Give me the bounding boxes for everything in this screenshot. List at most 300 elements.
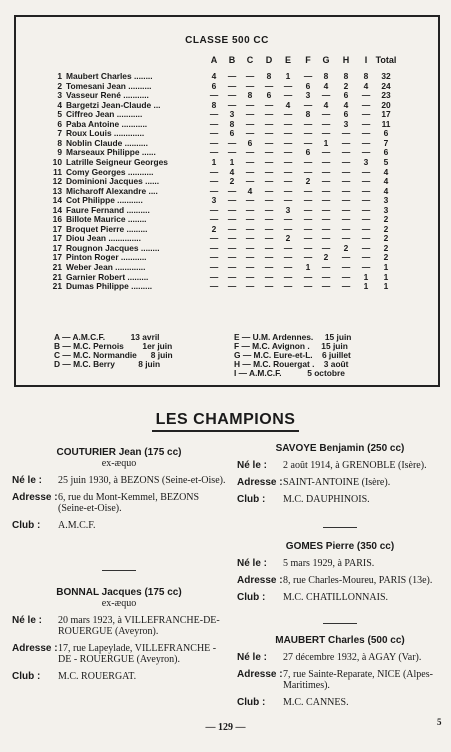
- row-cell: —: [227, 90, 237, 101]
- row-cell: —: [341, 214, 351, 225]
- club-line: [237, 494, 443, 505]
- row-cell: —: [341, 176, 351, 187]
- row-rank: 2: [57, 80, 62, 91]
- row-cell: 4: [285, 99, 291, 110]
- row-cell: 4: [363, 80, 369, 91]
- row-cell: 6: [247, 137, 253, 148]
- table-row: [16, 214, 438, 224]
- row-cell: 8: [305, 109, 311, 120]
- champions-title: LES CHAMPIONS: [155, 411, 296, 428]
- row-cell: 4: [211, 71, 217, 81]
- row-cell: 4: [229, 166, 235, 177]
- row-cell: 1: [305, 262, 311, 272]
- table-row: [16, 272, 438, 282]
- field-value: 2 août 1914, à GRENOBLE (Isère).: [283, 460, 427, 471]
- legend-item: I — A.M.C.F. 5 octobre: [234, 368, 345, 378]
- row-cell: 3: [305, 90, 311, 101]
- row-cell: —: [283, 80, 293, 91]
- row-cell: —: [321, 233, 331, 244]
- row-rank: 14: [52, 195, 62, 206]
- row-cell: —: [341, 223, 351, 234]
- row-cell: —: [283, 214, 293, 225]
- row-cell: —: [245, 271, 255, 282]
- champion-name: SAVOYE Benjamin (250 cc): [275, 443, 405, 454]
- legend-item: E — U.M. Ardennes. 15 juin: [234, 332, 352, 342]
- row-cell: 4: [247, 185, 253, 196]
- row-cell: 3: [383, 195, 389, 206]
- row-cell: 1: [363, 271, 369, 282]
- legend-item: D — M.C. Berry 8 juin: [54, 359, 161, 369]
- row-rank: 12: [52, 176, 62, 187]
- title-underline: [152, 430, 299, 432]
- birth-line: [237, 652, 443, 663]
- row-cell: 8: [266, 71, 272, 81]
- ex-aequo-note: ex-æquo: [101, 458, 137, 469]
- row-cell: 3: [229, 109, 235, 120]
- row-cell: —: [264, 281, 274, 292]
- row-cell: —: [321, 128, 331, 139]
- row-cell: —: [361, 118, 371, 129]
- champion-entry: [12, 587, 226, 682]
- row-cell: —: [283, 242, 293, 253]
- row-cell: —: [303, 271, 313, 282]
- row-name: Broquet Pierre .........: [66, 223, 148, 234]
- row-cell: —: [209, 271, 219, 282]
- row-cell: —: [321, 90, 331, 101]
- field-label: Né le :: [12, 475, 43, 486]
- row-rank: 4: [57, 99, 62, 110]
- row-cell: 2: [383, 252, 389, 263]
- row-cell: —: [303, 166, 313, 177]
- row-name: Cot Philippe ...........: [66, 195, 143, 206]
- address-line: [12, 492, 226, 514]
- birth-line: [237, 460, 443, 471]
- row-cell: —: [209, 252, 219, 263]
- row-cell: —: [361, 90, 371, 101]
- row-cell: —: [264, 204, 274, 215]
- row-cell: 11: [381, 118, 391, 129]
- row-cell: 1: [383, 262, 389, 272]
- champion-name: BONNAL Jacques (175 cc): [56, 587, 182, 598]
- birth-line: [12, 615, 226, 637]
- row-cell: —: [303, 195, 313, 206]
- row-cell: 6: [211, 80, 217, 91]
- row-cell: 6: [305, 147, 311, 158]
- row-cell: —: [303, 214, 313, 225]
- field-label: Né le :: [12, 615, 43, 626]
- club-line: [12, 671, 226, 682]
- row-cell: —: [227, 242, 237, 253]
- row-name: Pinton Roger ...........: [66, 252, 147, 263]
- table-row: [16, 176, 438, 186]
- birth-line: [237, 558, 443, 569]
- row-cell: 6: [229, 128, 235, 139]
- column-header: A: [210, 55, 218, 65]
- row-cell: —: [283, 118, 293, 129]
- row-cell: 8: [229, 118, 235, 129]
- row-cell: 8: [211, 99, 217, 110]
- champion-entry: [12, 447, 226, 531]
- field-value: M.C. CHATILLONNAIS.: [283, 592, 388, 603]
- row-cell: —: [321, 147, 331, 158]
- legend-item: G — M.C. Eure-et-L. 6 juillet: [234, 350, 351, 360]
- row-rank: 8: [57, 137, 62, 148]
- row-cell: —: [341, 281, 351, 292]
- row-cell: —: [245, 109, 255, 120]
- field-label: Club :: [237, 592, 266, 603]
- row-cell: —: [209, 204, 219, 215]
- champion-name: MAUBERT Charles (500 cc): [275, 635, 405, 646]
- row-cell: —: [283, 166, 293, 177]
- row-cell: —: [361, 223, 371, 234]
- ex-aequo-note: ex-æquo: [101, 598, 137, 609]
- address-line: [12, 643, 226, 665]
- field-value: M.C. CANNES.: [283, 697, 349, 708]
- row-cell: —: [341, 233, 351, 244]
- field-label: Club :: [237, 494, 266, 505]
- row-rank: 17: [52, 223, 62, 234]
- row-cell: —: [283, 147, 293, 158]
- row-cell: —: [209, 214, 219, 225]
- row-cell: 3: [383, 204, 389, 215]
- row-cell: 1: [383, 281, 389, 292]
- row-cell: —: [303, 71, 313, 81]
- row-rank: 21: [52, 281, 62, 292]
- row-cell: 2: [305, 176, 311, 187]
- row-cell: —: [341, 252, 351, 263]
- legend-item: A — A.M.C.F. 13 avril: [54, 332, 160, 342]
- table-row: [16, 147, 438, 157]
- row-cell: 2: [343, 80, 349, 91]
- row-cell: 3: [343, 118, 349, 129]
- row-cell: —: [321, 242, 331, 253]
- row-cell: —: [209, 109, 219, 120]
- row-cell: —: [245, 204, 255, 215]
- row-cell: —: [321, 195, 331, 206]
- row-cell: —: [227, 271, 237, 282]
- row-cell: —: [264, 118, 274, 129]
- row-cell: —: [341, 156, 351, 167]
- row-name: Diou Jean ..............: [66, 233, 141, 244]
- row-cell: —: [361, 109, 371, 120]
- row-cell: —: [341, 147, 351, 158]
- table-row: [16, 281, 438, 291]
- row-cell: —: [361, 242, 371, 253]
- row-cell: —: [227, 223, 237, 234]
- row-cell: 17: [381, 109, 391, 120]
- row-cell: —: [209, 185, 219, 196]
- row-cell: —: [283, 271, 293, 282]
- row-rank: 3: [57, 90, 62, 101]
- legend-item: C — M.C. Normandie 8 juin: [54, 350, 173, 360]
- row-cell: —: [341, 185, 351, 196]
- row-cell: —: [361, 99, 371, 110]
- row-cell: —: [361, 166, 371, 177]
- row-name: Paba Antoine ...........: [66, 118, 148, 129]
- table-row: [16, 71, 438, 81]
- row-rank: 6: [57, 118, 62, 129]
- row-cell: —: [283, 137, 293, 148]
- row-cell: —: [209, 176, 219, 187]
- row-name: Marseaux Philippe ......: [66, 147, 156, 158]
- row-cell: —: [361, 176, 371, 187]
- row-name: Dumas Philippe .........: [66, 281, 153, 292]
- row-cell: —: [264, 252, 274, 263]
- row-rank: 17: [52, 242, 62, 253]
- page-number: — 129 —: [205, 722, 246, 733]
- row-cell: —: [361, 185, 371, 196]
- row-rank: 17: [52, 233, 62, 244]
- table-row: [16, 167, 438, 177]
- row-cell: 3: [363, 156, 369, 167]
- row-cell: —: [283, 109, 293, 120]
- row-cell: —: [341, 262, 351, 272]
- row-cell: —: [303, 99, 313, 110]
- row-cell: —: [361, 147, 371, 158]
- row-cell: —: [264, 271, 274, 282]
- row-cell: —: [303, 242, 313, 253]
- row-name: Roux Louis .............: [66, 128, 145, 139]
- champion-entry: [237, 635, 443, 708]
- row-cell: —: [264, 166, 274, 177]
- row-name: Micharoff Alexandre ....: [66, 185, 158, 196]
- row-cell: 5: [383, 156, 389, 167]
- row-cell: 1: [323, 137, 329, 148]
- row-name: Comy Georges ...........: [66, 166, 154, 177]
- field-value: 17, rue Lapeylade, VILLEFRANCHE - DE - ROUERGUE (Aveyron).: [58, 643, 217, 665]
- table-row: [16, 119, 438, 129]
- row-cell: —: [283, 128, 293, 139]
- row-cell: —: [321, 185, 331, 196]
- row-cell: 2: [383, 223, 389, 234]
- row-cell: —: [303, 204, 313, 215]
- column-header: H: [342, 55, 350, 65]
- row-name: Maubert Charles ........: [66, 71, 153, 81]
- row-cell: —: [245, 147, 255, 158]
- row-cell: —: [321, 223, 331, 234]
- row-cell: —: [321, 166, 331, 177]
- club-line: [237, 697, 443, 708]
- row-name: Garnier Robert .........: [66, 271, 149, 282]
- row-rank: 13: [52, 185, 62, 196]
- table-row: [16, 186, 438, 196]
- row-cell: 4: [383, 176, 389, 187]
- row-cell: —: [227, 71, 237, 81]
- row-cell: —: [227, 185, 237, 196]
- row-cell: —: [264, 156, 274, 167]
- row-cell: —: [209, 90, 219, 101]
- row-cell: —: [321, 118, 331, 129]
- field-label: Adresse :: [237, 477, 283, 488]
- row-cell: —: [227, 147, 237, 158]
- row-cell: —: [341, 137, 351, 148]
- birth-line: [12, 475, 226, 486]
- row-cell: —: [209, 147, 219, 158]
- row-cell: —: [303, 137, 313, 148]
- row-cell: —: [361, 195, 371, 206]
- row-cell: 1: [229, 156, 235, 167]
- row-cell: 8: [247, 90, 253, 101]
- table-row: [16, 157, 438, 167]
- row-name: Faure Fernand ..........: [66, 204, 150, 215]
- row-cell: —: [361, 252, 371, 263]
- corner-mark: 5: [437, 717, 442, 727]
- legend-item: H — M.C. Rouergat . 3 août: [234, 359, 349, 369]
- row-cell: 23: [381, 90, 391, 101]
- row-cell: —: [245, 242, 255, 253]
- column-header: C: [246, 55, 254, 65]
- row-cell: 6: [266, 90, 272, 101]
- row-rank: 14: [52, 204, 62, 215]
- row-cell: —: [303, 281, 313, 292]
- row-cell: —: [264, 214, 274, 225]
- row-cell: 3: [211, 195, 217, 206]
- row-name: Ciffreo Jean ...........: [66, 109, 143, 120]
- row-cell: 20: [381, 99, 391, 110]
- row-cell: —: [227, 252, 237, 263]
- field-value: 25 juin 1930, à BEZONS (Seine-et-Oise).: [58, 475, 226, 486]
- row-cell: —: [303, 233, 313, 244]
- row-rank: 7: [57, 128, 62, 139]
- address-line: [237, 669, 443, 691]
- row-cell: 32: [381, 71, 391, 81]
- field-value: 8, rue Charles-Moureu, PARIS (13e).: [283, 575, 433, 586]
- field-value: 20 mars 1923, à VILLEFRANCHE-DE-ROUERGUE (Aveyron).: [58, 615, 220, 637]
- column-header: D: [265, 55, 273, 65]
- field-value: 6, rue du Mont-Kemmel, BEZONS (Seine-et-Oise).: [58, 492, 200, 514]
- table-row: [16, 224, 438, 234]
- field-label: Adresse :: [237, 575, 283, 586]
- row-cell: 2: [383, 214, 389, 225]
- results-table: [14, 15, 440, 387]
- row-cell: 4: [343, 99, 349, 110]
- row-rank: 21: [52, 271, 62, 282]
- separator: [323, 623, 357, 624]
- row-cell: —: [245, 252, 255, 263]
- row-cell: —: [361, 204, 371, 215]
- row-cell: —: [209, 262, 219, 272]
- row-rank: 21: [52, 262, 62, 272]
- row-cell: —: [283, 176, 293, 187]
- champion-entry: [237, 443, 443, 505]
- field-label: Né le :: [237, 558, 268, 569]
- column-header: E: [284, 55, 291, 65]
- row-cell: —: [303, 252, 313, 263]
- column-header: Total: [375, 55, 397, 65]
- row-rank: 17: [52, 252, 62, 263]
- champion-name: COUTURIER Jean (175 cc): [56, 447, 182, 458]
- column-header: F: [305, 55, 311, 65]
- row-cell: —: [283, 185, 293, 196]
- row-rank: 11: [53, 166, 62, 177]
- row-cell: —: [283, 252, 293, 263]
- row-cell: 2: [383, 242, 389, 253]
- field-value: 27 décembre 1932, à AGAY (Var).: [283, 652, 422, 663]
- row-cell: —: [264, 128, 274, 139]
- row-cell: —: [264, 195, 274, 206]
- row-cell: —: [321, 281, 331, 292]
- address-line: [237, 477, 443, 488]
- row-cell: —: [227, 204, 237, 215]
- row-rank: 16: [52, 214, 62, 225]
- table-row: [16, 81, 438, 91]
- row-cell: 1: [211, 156, 217, 167]
- row-cell: —: [245, 262, 255, 272]
- row-name: Latrille Seigneur Georges: [66, 156, 168, 167]
- row-cell: —: [283, 281, 293, 292]
- row-cell: —: [209, 233, 219, 244]
- row-name: Dominioni Jacques ......: [66, 176, 160, 187]
- row-cell: 1: [363, 281, 369, 292]
- column-header: I: [364, 55, 368, 65]
- row-cell: —: [283, 262, 293, 272]
- row-cell: —: [245, 71, 255, 81]
- row-cell: —: [264, 176, 274, 187]
- row-cell: —: [321, 262, 331, 272]
- row-cell: —: [209, 166, 219, 177]
- row-cell: —: [321, 109, 331, 120]
- row-cell: —: [321, 271, 331, 282]
- row-cell: —: [264, 147, 274, 158]
- row-cell: 8: [323, 71, 329, 81]
- row-rank: 5: [57, 109, 62, 120]
- row-cell: —: [227, 195, 237, 206]
- row-cell: —: [361, 137, 371, 148]
- row-name: Bargetzi Jean-Claude ...: [66, 99, 161, 110]
- row-cell: 6: [343, 90, 349, 101]
- row-name: Rougnon Jacques ........: [66, 242, 160, 253]
- row-cell: —: [361, 262, 371, 272]
- row-cell: —: [341, 204, 351, 215]
- row-cell: —: [264, 242, 274, 253]
- row-cell: —: [227, 99, 237, 110]
- row-cell: —: [227, 214, 237, 225]
- row-cell: —: [227, 80, 237, 91]
- row-cell: —: [245, 176, 255, 187]
- champion-name: GOMES Pierre (350 cc): [285, 541, 395, 552]
- row-rank: 10: [52, 156, 62, 167]
- row-cell: —: [245, 214, 255, 225]
- row-cell: 6: [305, 80, 311, 91]
- row-cell: —: [264, 223, 274, 234]
- row-cell: 8: [343, 71, 349, 81]
- field-label: Club :: [12, 671, 41, 682]
- row-cell: —: [227, 281, 237, 292]
- row-cell: —: [303, 156, 313, 167]
- row-cell: —: [227, 233, 237, 244]
- row-cell: —: [283, 156, 293, 167]
- row-cell: —: [245, 118, 255, 129]
- row-cell: 7: [383, 137, 389, 148]
- table-row: [16, 138, 438, 148]
- club-line: [12, 520, 226, 531]
- row-cell: —: [245, 281, 255, 292]
- row-cell: 1: [383, 271, 389, 282]
- row-cell: 8: [363, 71, 369, 81]
- row-cell: —: [227, 262, 237, 272]
- row-name: Tomesani Jean ..........: [66, 80, 152, 91]
- table-row: [16, 205, 438, 215]
- separator: [323, 527, 357, 528]
- row-cell: —: [264, 233, 274, 244]
- row-cell: —: [264, 262, 274, 272]
- row-cell: —: [209, 281, 219, 292]
- row-cell: —: [264, 137, 274, 148]
- separator: [102, 570, 136, 571]
- table-row: [16, 109, 438, 119]
- field-label: Adresse :: [12, 492, 58, 503]
- row-cell: 2: [285, 233, 291, 244]
